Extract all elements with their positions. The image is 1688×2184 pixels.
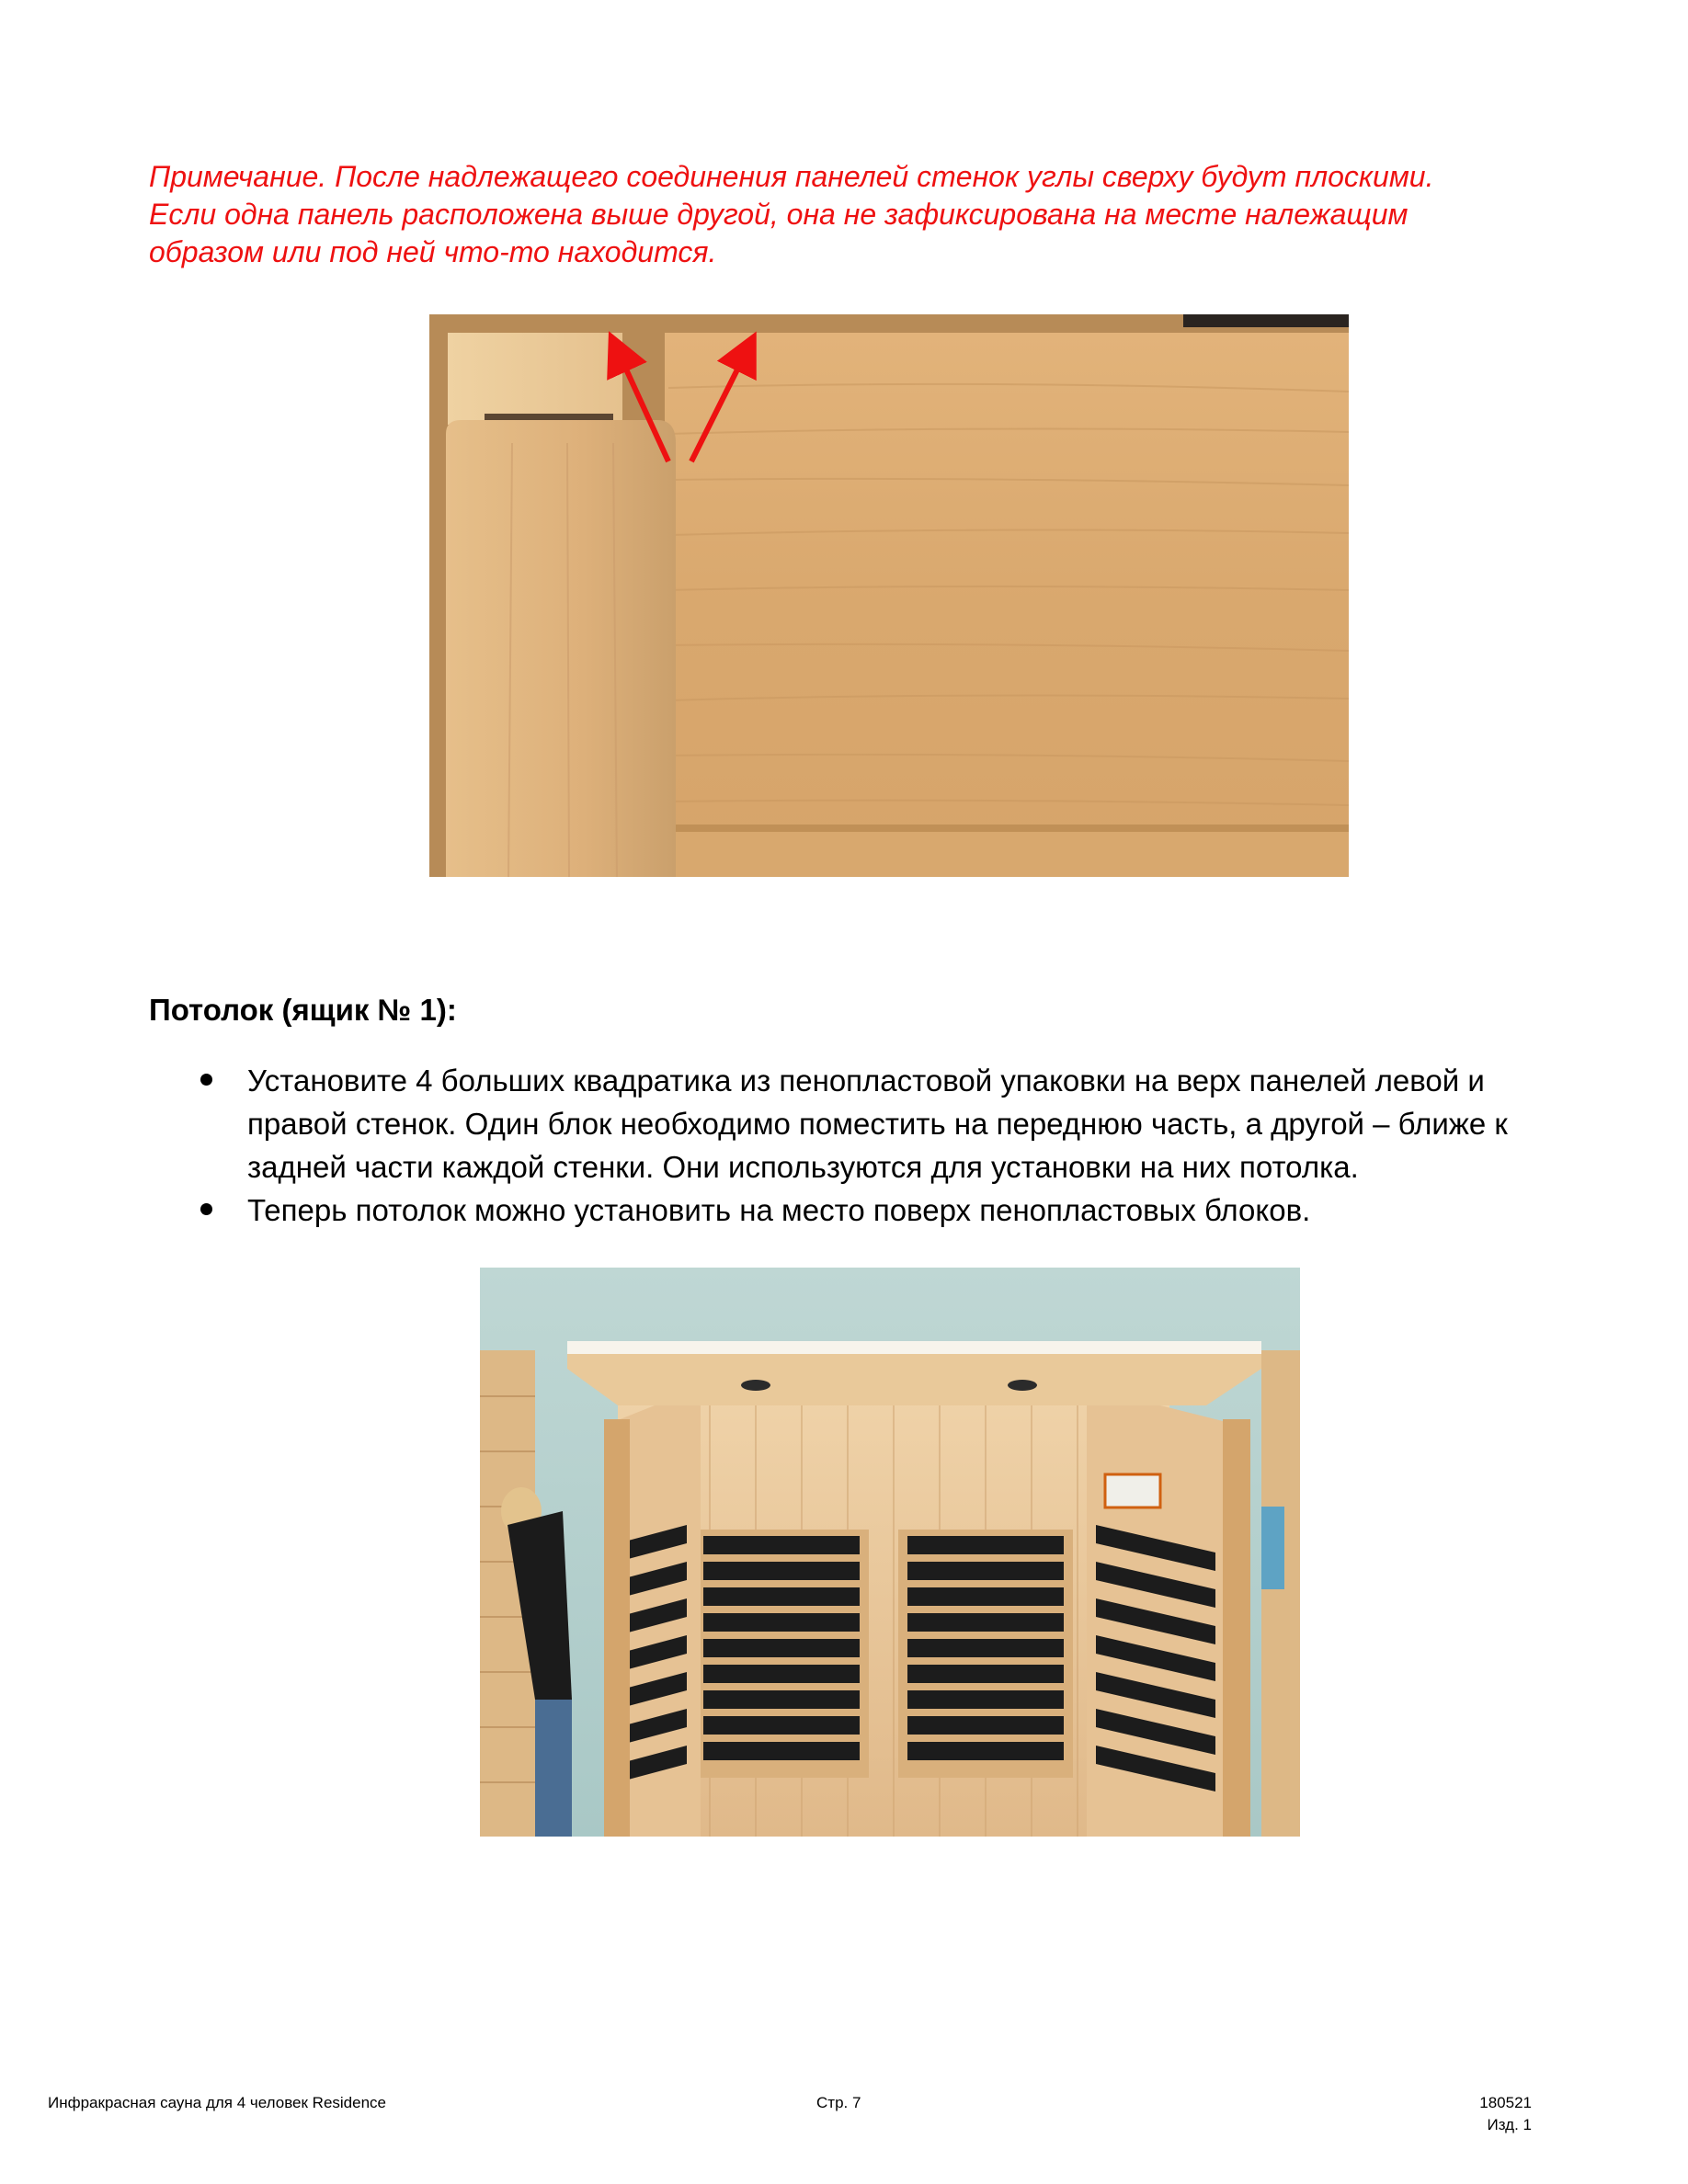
note-line: Примечание. После надлежащего соединения панелей стенок углы сверху будут плоскими.: [149, 160, 1434, 193]
list-item: [149, 1059, 1657, 1189]
note-line: образом или под ней что-то находится.: [149, 235, 717, 268]
section-title: Потолок (ящик № 1):: [149, 993, 457, 1027]
note-line: Если одна панель расположена выше другой, она не зафиксирована на месте належащим: [149, 198, 1409, 231]
footer-code: 180521: [1479, 2094, 1532, 2111]
list-item-line: Установите 4 больших квадратика из пенопластовой упаковки на верх панелей левой и: [247, 1064, 1485, 1098]
bullet-icon: [200, 1074, 212, 1086]
footer-edition: Изд. 1: [1487, 2116, 1532, 2133]
sauna-ceiling-photo: [480, 1268, 1300, 1837]
bullet-icon: [200, 1203, 212, 1215]
list-item-line: Теперь потолок можно установить на место поверх пенопластовых блоков.: [247, 1193, 1311, 1227]
wood-panel-joint-illustration: [429, 314, 1349, 877]
list-item-line: задней части каждой стенки. Они используются для установки на них потолка.: [247, 1150, 1359, 1184]
footer-revision: [1475, 2092, 1532, 2136]
footer-page-number: Стр. 7: [816, 2094, 861, 2111]
list-item: [149, 1189, 1657, 1232]
footer-document-title: Инфракрасная сауна для 4 человек Residence: [48, 2094, 386, 2111]
note-text: [149, 158, 1620, 271]
wood-panel-joint-photo: [429, 314, 1349, 877]
sauna-ceiling-illustration: [480, 1268, 1300, 1837]
list-item-line: правой стенок. Один блок необходимо поместить на переднюю часть, а другой – ближе к: [247, 1107, 1508, 1141]
instruction-list: [149, 1059, 1657, 1232]
